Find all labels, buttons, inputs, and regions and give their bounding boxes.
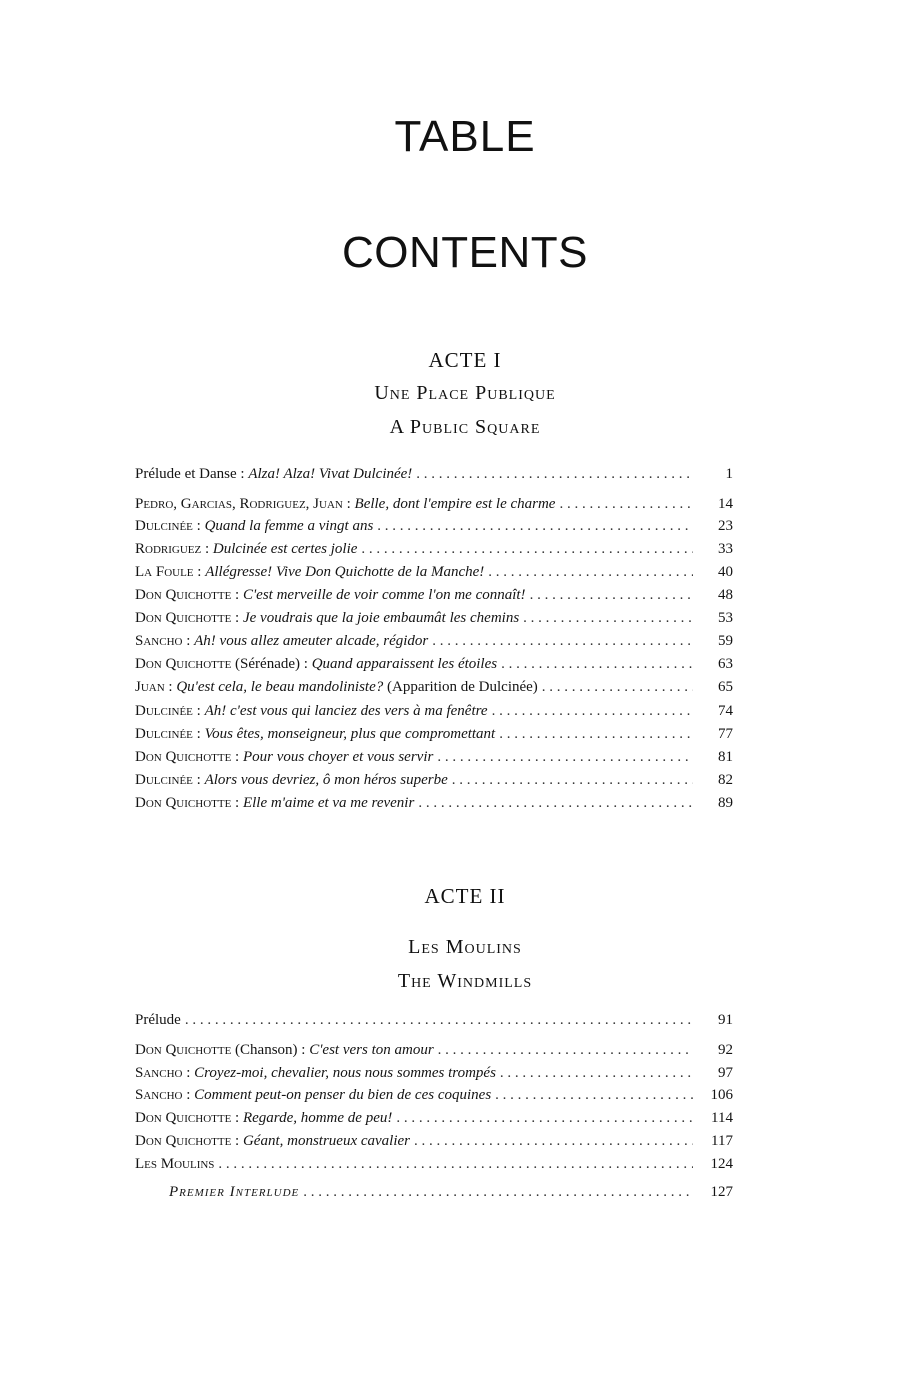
- toc-entry-title: Ah! c'est vous qui lanciez des vers à ma fenêtre: [204, 703, 488, 719]
- toc-entry-role: Don Quichotte: [135, 1133, 232, 1149]
- toc-entry-prefix: :: [192, 518, 205, 534]
- toc-entry[interactable]: [135, 610, 733, 632]
- act-2-subtitle-en: The Windmills: [397, 970, 533, 992]
- toc-entry[interactable]: [135, 1156, 733, 1178]
- toc-entry-title: Croyez-moi, chevalier, nous nous sommes trompés: [194, 1065, 496, 1081]
- toc-entry-text: [135, 587, 526, 604]
- toc-entry-role: Sancho: [135, 633, 183, 649]
- toc-entry-text: [135, 656, 497, 673]
- toc-entry-text: [135, 795, 414, 812]
- toc-entry[interactable]: [135, 1012, 733, 1034]
- act-2-heading: ACTE II: [424, 884, 506, 908]
- toc-entry-page-number: 124: [710, 1156, 733, 1172]
- toc-entry-page-number: 89: [718, 795, 733, 811]
- toc-entry[interactable]: [135, 564, 733, 586]
- toc-entry-page-number: 117: [711, 1133, 733, 1149]
- toc-entry-page-number: 114: [711, 1110, 733, 1126]
- toc-entry-page-number: 97: [718, 1065, 733, 1081]
- toc-entry-role: Rodriguez: [135, 541, 202, 557]
- toc-entry-page-number: 81: [718, 749, 733, 765]
- dot-leader: [414, 1133, 693, 1150]
- toc-entry-prefix: Prélude: [135, 1012, 181, 1028]
- toc-entry[interactable]: [135, 1065, 733, 1087]
- toc-entry-page-number: 40: [718, 564, 733, 580]
- dot-leader: [501, 656, 693, 673]
- toc-entry-title: Ah! vous allez ameuter alcade, régidor: [194, 633, 429, 649]
- toc-entry-title: Elle m'aime et va me revenir: [242, 795, 415, 811]
- toc-entry-title: Je voudrais que la joie embaumât les chemins: [242, 610, 520, 626]
- toc-entry-role: Sancho: [135, 1065, 183, 1081]
- page-title-contents: CONTENTS: [342, 228, 588, 277]
- toc-entry-text: [135, 518, 373, 535]
- toc-entry-text: [135, 541, 357, 558]
- act-1-subtitle-en: A Public Square: [389, 416, 541, 438]
- toc-entry-title: Allégresse! Vive Don Quichotte de la Manche!: [205, 564, 485, 580]
- toc-entry-role: Pedro, Garcias, Rodriguez, Juan: [135, 496, 343, 512]
- toc-entry-prefix: (Chanson) :: [231, 1042, 310, 1058]
- toc-entry-prefix: :: [182, 1087, 195, 1103]
- dot-leader: [495, 1087, 693, 1104]
- toc-entry-text: [135, 679, 538, 696]
- toc-entry-prefix: :: [193, 564, 206, 580]
- toc-entry-title: Belle, dont l'empire est le charme: [354, 496, 556, 512]
- toc-entry-text: [135, 496, 555, 513]
- toc-entry[interactable]: [135, 466, 733, 488]
- toc-entry-prefix: :: [164, 679, 177, 695]
- dot-leader: [185, 1012, 693, 1029]
- toc-entry-role: Juan: [135, 679, 165, 695]
- toc-entry[interactable]: [135, 633, 733, 655]
- toc-entry-page-number: 92: [718, 1042, 733, 1058]
- toc-entry-text: [135, 726, 495, 743]
- toc-entry-role: Dulcinée: [135, 703, 193, 719]
- act-1-heading: ACTE I: [428, 348, 502, 372]
- dot-leader: [542, 679, 693, 696]
- dot-leader: [500, 1065, 693, 1082]
- toc-entry[interactable]: [135, 1184, 733, 1206]
- dot-leader: [432, 633, 693, 650]
- toc-entry-prefix: :: [231, 1133, 243, 1149]
- toc-entry[interactable]: [135, 1087, 733, 1109]
- toc-entry-role: Don Quichotte: [135, 1110, 232, 1126]
- toc-entry-role: Don Quichotte: [135, 610, 232, 626]
- dot-leader: [418, 795, 693, 812]
- toc-entry-role: Dulcinée: [135, 518, 193, 534]
- toc-entry-page-number: 23: [718, 518, 733, 534]
- page-title-table: TABLE: [394, 112, 536, 161]
- toc-entry-title: Quand apparaissent les étoiles: [311, 656, 498, 672]
- toc-entry-page-number: 65: [718, 679, 733, 695]
- toc-entry-text: [135, 703, 488, 720]
- toc-entry-text: [135, 772, 448, 789]
- toc-entry-prefix: Prélude et Danse :: [135, 466, 249, 482]
- toc-entry-page-number: 74: [718, 703, 733, 719]
- toc-entry-role: Sancho: [135, 1087, 183, 1103]
- toc-entry[interactable]: [135, 703, 733, 725]
- toc-entry[interactable]: [135, 749, 733, 771]
- toc-entry[interactable]: [135, 541, 733, 563]
- dot-leader: [488, 564, 693, 581]
- toc-entry[interactable]: [135, 496, 733, 518]
- toc-entry-page-number: 63: [718, 656, 733, 672]
- toc-entry-role: Dulcinée: [135, 726, 193, 742]
- toc-entry-text: [135, 1065, 496, 1082]
- toc-entry-page-number: 1: [725, 466, 733, 482]
- toc-entry-page-number: 127: [710, 1184, 733, 1200]
- toc-entry-role: Don Quichotte: [135, 656, 232, 672]
- toc-entry-role: Don Quichotte: [135, 795, 232, 811]
- toc-entry-title: Quand la femme a vingt ans: [204, 518, 374, 534]
- toc-entry-role: Don Quichotte: [135, 1042, 232, 1058]
- toc-entry-page-number: 59: [718, 633, 733, 649]
- toc-entry-title: Alza! Alza! Vivat Dulcinée!: [248, 466, 413, 482]
- toc-entry-text: [135, 466, 412, 483]
- toc-entry-prefix: :: [182, 633, 195, 649]
- toc-entry[interactable]: [135, 726, 733, 748]
- toc-entry-prefix: :: [231, 587, 243, 603]
- toc-entry-page-number: 33: [718, 541, 733, 557]
- toc-entry-page-number: 14: [718, 496, 733, 512]
- toc-entry-prefix: :: [231, 749, 243, 765]
- toc-entry-text: [135, 1042, 434, 1059]
- toc-entry-prefix: :: [342, 496, 355, 512]
- toc-entry[interactable]: [135, 1133, 733, 1155]
- toc-entry-prefix: :: [192, 772, 205, 788]
- dot-leader: [303, 1184, 693, 1201]
- toc-entry-text: [135, 749, 433, 766]
- toc-entry-role: Don Quichotte: [135, 749, 232, 765]
- toc-entry-text: [135, 1012, 181, 1029]
- dot-leader: [437, 749, 693, 766]
- dot-leader: [416, 466, 693, 483]
- dot-leader: [530, 587, 693, 604]
- toc-entry-prefix: :: [192, 703, 205, 719]
- toc-entry-text: [135, 1133, 410, 1150]
- dot-leader: [559, 496, 693, 513]
- toc-entry-prefix: (Sérénade) :: [231, 656, 312, 672]
- toc-entry-suffix: (Apparition de Dulcinée): [383, 679, 538, 695]
- toc-entry[interactable]: [135, 1042, 733, 1064]
- toc-entry-title: Qu'est cela, le beau mandoliniste?: [176, 679, 384, 695]
- act-2-subtitle-fr: Les Moulins: [408, 936, 522, 958]
- dot-leader: [377, 518, 693, 535]
- toc-entry-prefix: :: [231, 610, 243, 626]
- dot-leader: [452, 772, 693, 789]
- toc-entry-title: Pour vous choyer et vous servir: [242, 749, 434, 765]
- toc-entry-page-number: 91: [718, 1012, 733, 1028]
- toc-entry-page-number: 106: [710, 1087, 733, 1103]
- toc-entry-text: [135, 1184, 299, 1201]
- dot-leader: [499, 726, 693, 743]
- toc-entry-text: [135, 564, 484, 581]
- toc-entry-text: [135, 1087, 491, 1104]
- dot-leader: [396, 1110, 693, 1127]
- toc-entry-title: Géant, monstrueux cavalier: [242, 1133, 411, 1149]
- toc-entry-page-number: 82: [718, 772, 733, 788]
- dot-leader: [438, 1042, 693, 1059]
- toc-entry[interactable]: [135, 518, 733, 540]
- toc-entry-text: [135, 633, 428, 650]
- toc-entry-role: Les Moulins: [135, 1156, 215, 1172]
- toc-entry-title: Comment peut-on penser du bien de ces coquines: [194, 1087, 492, 1103]
- toc-entry[interactable]: [135, 587, 733, 609]
- toc-entry[interactable]: [135, 679, 733, 701]
- toc-entry[interactable]: [135, 656, 733, 678]
- toc-entry[interactable]: [135, 795, 733, 817]
- dot-leader: [218, 1156, 693, 1173]
- toc-entry-prefix: :: [201, 541, 213, 557]
- toc-entry-title: C'est vers ton amour: [309, 1042, 434, 1058]
- toc-entry-text: [135, 610, 519, 627]
- toc-entry-page-number: 77: [718, 726, 733, 742]
- toc-entry-page-number: 48: [718, 587, 733, 603]
- dot-leader: [492, 703, 693, 720]
- toc-entry-page-number: 53: [718, 610, 733, 626]
- toc-entry-role: Dulcinée: [135, 772, 193, 788]
- toc-entry-role: La Foule: [135, 564, 194, 580]
- toc-entry-title: Regarde, homme de peu!: [242, 1110, 393, 1126]
- toc-entry-prefix: :: [182, 1065, 195, 1081]
- toc-entry-title: Premier Interlude: [169, 1184, 300, 1200]
- toc-entry-title: C'est merveille de voir comme l'on me connaît!: [242, 587, 526, 603]
- toc-entry-title: Vous êtes, monseigneur, plus que compromettant: [204, 726, 496, 742]
- toc-entry-text: [135, 1156, 214, 1173]
- toc-entry-prefix: :: [231, 1110, 243, 1126]
- toc-entry-title: Dulcinée est certes jolie: [212, 541, 358, 557]
- dot-leader: [523, 610, 693, 627]
- toc-entry-text: [135, 1110, 392, 1127]
- toc-entry[interactable]: [135, 772, 733, 794]
- dot-leader: [361, 541, 693, 558]
- act-1-subtitle-fr: Une Place Publique: [374, 382, 556, 404]
- toc-entry-prefix: :: [192, 726, 205, 742]
- toc-entry[interactable]: [135, 1110, 733, 1132]
- toc-entry-title: Alors vous devriez, ô mon héros superbe: [204, 772, 448, 788]
- toc-entry-role: Don Quichotte: [135, 587, 232, 603]
- toc-entry-prefix: :: [231, 795, 243, 811]
